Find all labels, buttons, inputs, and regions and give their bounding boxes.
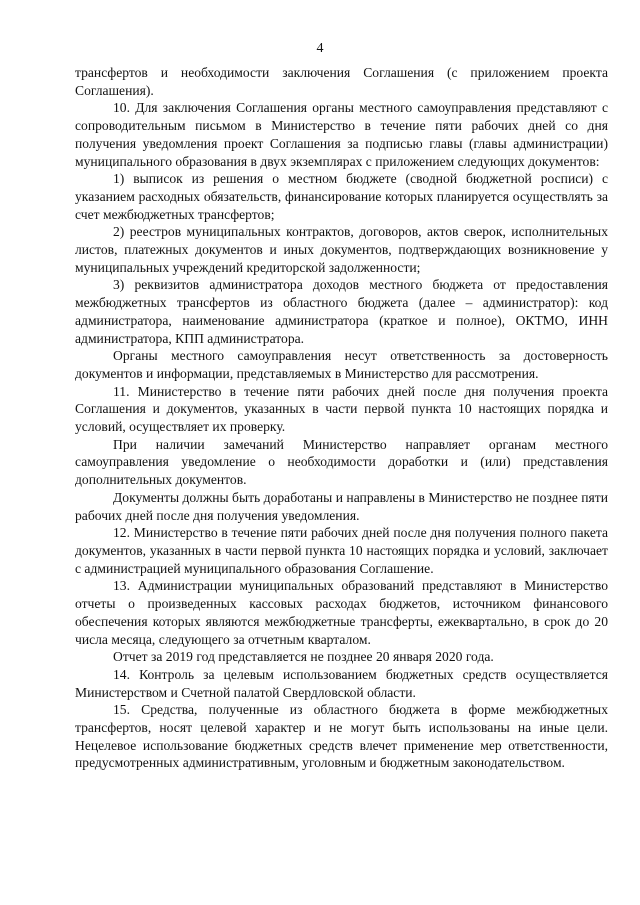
page-number: 4 — [316, 41, 324, 56]
paragraph-item-14: 14. Контроль за целевым использованием бюджетных средств осуществляется Министерством и Счетной палатой Свердловской области. — [75, 666, 608, 700]
paragraph-item-11: 11. Министерство в течение пяти рабочих дней после дня получения проекта Соглашения и документов, указанных в части первой пункта 10 настоящих порядка и условий, осуществляет их проверку. — [75, 383, 608, 435]
paragraph-revision-deadline: Документы должны быть доработаны и направлены в Министерство не позднее пяти рабочих дней после дня получения уведомления. — [75, 489, 608, 523]
paragraph-item-12: 12. Министерство в течение пяти рабочих дней после дня получения полного пакета документов, указанных в части первой пункта 10 настоящих порядка и условий, заключает с администрацией муниципального образования Соглашение. — [75, 525, 608, 576]
paragraph-continuation: трансфертов и необходимости заключения Соглашения (с приложением проекта Соглашения). — [75, 65, 608, 98]
paragraph-item-10: 10. Для заключения Соглашения органы местного самоуправления представляют с сопроводительным письмом в Министерство в течение пяти рабочих дней со дня получения уведомления проект Соглашения за подписью главы (главы администрации) муниципального образования в двух экземплярах с приложением следующих документов: — [75, 100, 608, 169]
paragraph-item-13: 13. Администрации муниципальных образований представляют в Министерство отчеты о произведенных кассовых расходах бюджетов, источником финансового обеспечения которых являются межбюджетные трансферты, ежеквартально, в срок до 20 числа месяца, следующего за отчетным кварталом. — [75, 578, 608, 647]
paragraph-subitem-1: 1) выписок из решения о местном бюджете (сводной бюджетной росписи) с указанием расходных обязательств, финансирование которых планируется осуществлять за счет межбюджетных трансфертов; — [75, 171, 608, 222]
paragraph-remarks: При наличии замечаний Министерство направляет органам местного самоуправления уведомление о необходимости доработки и (или) представления дополнительных документов. — [75, 436, 608, 488]
paragraph-item-15: 15. Средства, полученные из областного бюджета в форме межбюджетных трансфертов, носят целевой характер и не могут быть использованы на иные цели. Нецелевое использование бюджетных средств влечет применение мер ответственности, предусмотренных административным, уголовным и бюджетным законодательством. — [75, 702, 608, 771]
paragraph-subitem-3: 3) реквизитов администратора доходов местного бюджета от предоставления межбюджетных трансфертов из областного бюджета (далее – администратор): код администратора, наименование администратора (краткое и полное), ОКТМО, ИНН администратора, КПП администратора. — [75, 277, 608, 346]
paragraph-subitem-2: 2) реестров муниципальных контрактов, договоров, актов сверок, исполнительных листов, платежных документов и иных документов, подтверждающих возникновение у муниципальных учреждений кредиторской задолженности; — [75, 224, 608, 275]
paragraph-responsibility: Органы местного самоуправления несут ответственность за достоверность документов и информации, представляемых в Министерство для рассмотрения. — [75, 348, 608, 381]
document-body — [75, 64, 608, 772]
paragraph-report-2019: Отчет за 2019 год представляется не позднее 20 января 2020 года. — [113, 649, 494, 665]
